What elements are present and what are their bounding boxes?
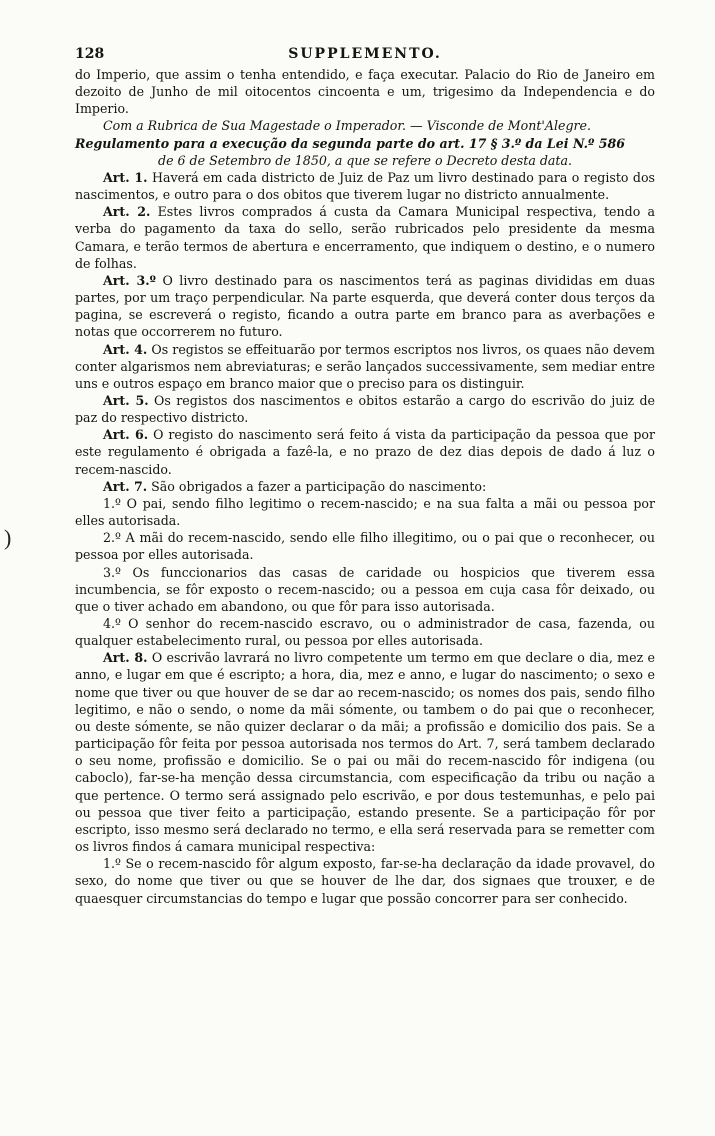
article-text: São obrigados a fazer a participação do nascimento: xyxy=(151,478,487,494)
article-label: Art. 3.º xyxy=(103,272,156,288)
article-label: Art. 8. xyxy=(103,650,148,666)
article-3 xyxy=(75,272,655,341)
article-1 xyxy=(75,169,655,203)
article-text: O livro destinado para os nascimentos terá as paginas divididas em duas partes, por um traço perpendicular. Na parte esquerda, que deverá conter dous terços da pagina, se escreverá o registo, ficando a outra parte em branco para as averbações e notas que occorrerem no futuro. xyxy=(75,272,656,340)
article-7-item-1: 1.º O pai, sendo filho legitimo o recem-nascido; e na sua falta a mãi ou pessoa por elles autorisada. xyxy=(75,495,655,529)
article-7-item-4: 4.º O senhor do recem-nascido escravo, ou o administrador de casa, fazenda, ou qualquer estabelecimento rural, ou pessoa por elles autorisada. xyxy=(75,616,655,649)
article-label: Art. 6. xyxy=(103,427,149,443)
page-header xyxy=(75,44,655,66)
article-label: Art. 4. xyxy=(103,341,148,357)
margin-mark: ) xyxy=(4,525,12,550)
article-text: Haverá em cada districto de Juiz de Paz um livro destinado para o registo dos nascimentos, e outro para o dos obitos que tiverem lugar no districto annualmente. xyxy=(75,169,656,203)
page-number: 128 xyxy=(75,46,105,62)
article-7-item-3: 3.º Os funccionarios das casas de caridade ou hospicios que tiverem essa incumbencia, se fôr exposto o recem-nascido; ou a pessoa em cuja casa fôr deixado, ou que o tiver achado em abandono, ou que fôr para isso autorisada. xyxy=(75,564,655,614)
article-text: Estes livros comprados á custa da Camara Municipal respectiva, tendo a verba do pagamento da taxa do sello, serão rubricados pelo presidente da mesma Camara, e terão termos de abertura e encerramento, que indiquem o destino, e o numero de folhas. xyxy=(75,204,655,271)
article-4 xyxy=(75,341,655,392)
regulation-subtitle: de 6 de Setembro de 1850, a que se refere o Decreto desta data. xyxy=(158,152,572,168)
regulation-title: Regulamento para a execução da segunda parte do art. 17 § 3.º da Lei N.º 586 xyxy=(75,135,626,151)
article-label: Art. 1. xyxy=(103,169,148,185)
article-5 xyxy=(75,392,655,426)
article-label: Art. 5. xyxy=(103,392,149,408)
article-7 xyxy=(75,478,655,495)
article-8 xyxy=(75,649,655,855)
article-text: O registo do nascimento será feito á vista da participação da pessoa que por este regulamento é obrigada a fazê-la, e no prazo de dez dias depois de dado á luz o recem-nascido. xyxy=(75,427,655,477)
document-page xyxy=(75,44,655,907)
running-head: SUPPLEMENTO. xyxy=(288,46,442,62)
paragraph-signature: Com a Rubrica de Sua Magestade o Imperador. — Visconde de Mont'Alegre. xyxy=(103,118,591,134)
article-label: Art. 2. xyxy=(103,204,151,220)
article-label: Art. 7. xyxy=(103,478,148,494)
article-7-item-2: 2.º A mãi do recem-nascido, sendo elle filho illegitimo, ou o pai que o reconhecer, ou pessoa por elles autorisada. xyxy=(75,530,655,563)
paragraph-closing: do Imperio, que assim o tenha entendido, e faça executar. Palacio do Rio de Janeiro em dezoito de Junho de mil oitocentos cincoenta e um, trigesimo da Independencia e do Imperio. xyxy=(75,67,655,117)
article-8-item-1: 1.º Se o recem-nascido fôr algum exposto, far-se-ha declaração da idade provavel, do sexo, do nome que tiver ou que se houver de lhe dar, dos signaes que trouxer, e de quaesquer circumstancias do tempo e lugar que possão concorrer para ser conhecido. xyxy=(75,856,655,906)
article-text: O escrivão lavrará no livro competente um termo em que declare o dia, mez e anno, e lugar em que é escripto; a hora, dia, mez e anno, e lugar do nascimento; o sexo e nome que tiver ou que houver de se dar ao recem-nascido; os nomes dos pais, sendo filho legitimo, e não o sendo, o nome da mãi sómente, ou tambem o do pai que o reconhecer, ou deste sómente, se não quizer declarar o da mãi; a profissão e domicilio dos pais. Se a participação fôr feita por pessoa autorisada nos termos do Art. 7, será tambem declarado o seu nome, profissão e domicilio. Se o pai ou mãi do recem-nascido fôr indigena (ou caboclo), far-se-ha menção dessa circumstancia, com especificação da tribu ou nação a que pertence. O termo será assignado pelo escrivão, e por dous testemunhas, e pelo pai ou pessoa que tiver feito a participação, estando presente. Se a participação fôr por escripto, isso mesmo será declarado no termo, e ella será reservada para se remetter com os livros findos á camara municipal respectiva: xyxy=(75,650,655,855)
article-text: Os registos se effeituarão por termos escriptos nos livros, os quaes não devem conter algarismos nem abreviaturas; e serão lançados successivamente, sem mediar entre uns e outros espaço em branco maior que o preciso para os distinguir. xyxy=(75,341,655,391)
article-6 xyxy=(75,426,655,477)
article-text: Os registos dos nascimentos e obitos estarão a cargo do escrivão do juiz de paz do respectivo districto. xyxy=(75,392,655,426)
article-2 xyxy=(75,203,655,272)
